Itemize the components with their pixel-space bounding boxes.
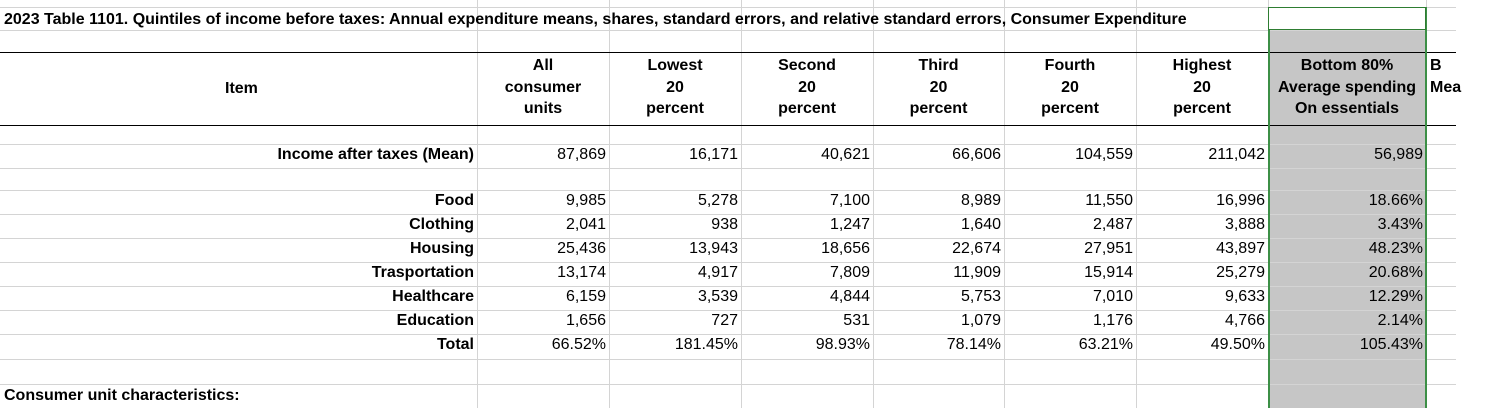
table-cell[interactable]: 49.50% — [1210, 336, 1265, 353]
row-label[interactable]: Total — [436, 336, 474, 353]
table-cell[interactable]: 4,917 — [697, 264, 738, 281]
table-cell[interactable]: 13,943 — [689, 240, 738, 257]
selected-cell[interactable] — [1268, 7, 1426, 30]
table-cell[interactable]: 98.93% — [815, 336, 870, 353]
row-label[interactable]: Clothing — [409, 216, 474, 233]
column-header-line: percent — [1041, 100, 1099, 117]
row-label[interactable]: Income after taxes (Mean) — [277, 146, 474, 163]
header-top-border — [0, 52, 1456, 53]
table-cell[interactable]: 938 — [711, 216, 738, 233]
table-cell[interactable]: 6,159 — [565, 288, 606, 305]
table-cell[interactable]: 211,042 — [1208, 146, 1265, 163]
table-cell[interactable]: 87,869 — [557, 146, 606, 163]
column-header-line: percent — [1173, 100, 1231, 117]
table-cell[interactable]: 25,279 — [1216, 264, 1265, 281]
table-cell[interactable]: 1,656 — [565, 312, 606, 329]
table-cell[interactable]: 1,079 — [960, 312, 1001, 329]
column-header-line: percent — [909, 100, 968, 117]
table-cell[interactable]: 48.23% — [1368, 240, 1423, 257]
row-divider — [0, 30, 1456, 31]
column-header-line: 20 — [798, 78, 816, 96]
column-header-line: On essentials — [1294, 100, 1400, 117]
table-cell[interactable]: 66.52% — [551, 336, 606, 353]
table-cell[interactable]: 22,674 — [952, 240, 1001, 257]
column-header-line: B — [1430, 57, 1442, 74]
column-header[interactable] — [1268, 55, 1426, 120]
row-divider — [0, 238, 1456, 239]
table-cell[interactable]: 40,621 — [821, 146, 870, 163]
column-header-line: consumer — [504, 78, 582, 96]
column-header[interactable] — [477, 55, 609, 120]
row-divider — [0, 359, 1456, 360]
table-cell[interactable]: 8,989 — [960, 192, 1001, 209]
table-cell[interactable]: 56,989 — [1374, 146, 1423, 163]
column-header-line: Bottom 80% — [1300, 57, 1394, 74]
table-cell[interactable]: 1,176 — [1092, 312, 1133, 329]
table-cell[interactable]: 25,436 — [557, 240, 606, 257]
table-cell[interactable]: 105.43% — [1359, 336, 1423, 353]
table-cell[interactable]: 531 — [843, 312, 870, 329]
table-cell[interactable]: 7,100 — [829, 192, 870, 209]
item-column-header[interactable]: Item — [225, 80, 258, 97]
row-divider — [0, 144, 1456, 145]
table-cell[interactable]: 78.14% — [946, 336, 1001, 353]
table-cell[interactable]: 4,766 — [1224, 312, 1265, 329]
row-divider — [0, 190, 1456, 191]
row-label[interactable]: Education — [396, 312, 474, 329]
table-cell[interactable]: 2.14% — [1377, 312, 1423, 329]
table-cell[interactable]: 7,010 — [1092, 288, 1133, 305]
table-cell[interactable]: 15,914 — [1084, 264, 1133, 281]
table-cell[interactable]: 9,633 — [1224, 288, 1265, 305]
column-header-line: units — [523, 100, 563, 117]
column-header-line: percent — [778, 100, 836, 117]
column-header-line: 20 — [1193, 78, 1211, 96]
column-header-line: percent — [646, 100, 704, 117]
table-cell[interactable]: 3,539 — [697, 288, 738, 305]
table-cell[interactable]: 9,985 — [565, 192, 606, 209]
table-cell[interactable]: 1,640 — [960, 216, 1001, 233]
row-divider — [0, 214, 1456, 215]
column-header-line: All — [532, 57, 554, 74]
table-cell[interactable]: 11,550 — [1085, 192, 1133, 209]
row-divider — [0, 7, 1456, 8]
column-header-line: Average spending — [1277, 78, 1417, 96]
table-cell[interactable]: 4,844 — [829, 288, 870, 305]
row-divider — [0, 262, 1456, 263]
column-header-line: Third — [918, 57, 959, 74]
column-header-line: Highest — [1172, 57, 1232, 74]
table-cell[interactable]: 104,559 — [1075, 146, 1133, 163]
row-divider — [0, 286, 1456, 287]
column-header-line: Fourth — [1044, 57, 1096, 74]
table-cell[interactable]: 181.45% — [674, 336, 738, 353]
table-cell[interactable]: 3,888 — [1224, 216, 1265, 233]
table-cell[interactable]: 2,041 — [565, 216, 606, 233]
column-header[interactable] — [1430, 55, 1494, 120]
row-divider — [0, 384, 1456, 385]
table-cell[interactable]: 11,909 — [953, 264, 1001, 281]
table-title[interactable]: 2023 Table 1101. Quintiles of income before taxes: Annual expenditure means, shares, standard errors, and relative standard errors, Consumer Expenditure — [4, 11, 1187, 28]
row-divider — [0, 168, 1456, 169]
table-cell[interactable]: 18.66% — [1368, 192, 1423, 209]
table-cell[interactable]: 13,174 — [557, 264, 606, 281]
table-cell[interactable]: 16,996 — [1216, 192, 1265, 209]
table-cell[interactable]: 727 — [711, 312, 738, 329]
column-header-line: Second — [778, 57, 836, 74]
row-divider — [0, 310, 1456, 311]
table-cell[interactable]: 27,951 — [1084, 240, 1133, 257]
header-bottom-border — [0, 125, 1456, 126]
row-label[interactable]: Trasportation — [371, 264, 474, 281]
column-header[interactable] — [1004, 55, 1136, 120]
column-header[interactable] — [1136, 55, 1268, 120]
table-cell[interactable]: 1,247 — [829, 216, 870, 233]
consumer-unit-characteristics-label[interactable]: Consumer unit characteristics: — [4, 387, 240, 404]
row-divider — [0, 334, 1456, 335]
column-header[interactable] — [873, 55, 1004, 120]
column-header-line: 20 — [1061, 78, 1079, 96]
column-header[interactable] — [609, 55, 741, 120]
row-label[interactable]: Healthcare — [392, 288, 474, 305]
table-cell[interactable]: 20.68% — [1368, 264, 1423, 281]
table-cell[interactable]: 5,278 — [697, 192, 738, 209]
table-cell[interactable]: 18,656 — [821, 240, 870, 257]
column-header-line — [1430, 98, 1494, 120]
table-cell[interactable]: 63.21% — [1078, 336, 1133, 353]
column-header-line: Lowest — [647, 57, 703, 74]
column-header-line: 20 — [929, 78, 948, 96]
table-cell[interactable]: 5,753 — [960, 288, 1001, 305]
table-cell[interactable]: 3.43% — [1377, 216, 1423, 233]
column-header[interactable] — [741, 55, 873, 120]
table-cell[interactable]: 66,606 — [952, 146, 1001, 163]
table-cell[interactable]: 2,487 — [1092, 216, 1133, 233]
table-cell[interactable]: 12.29% — [1368, 288, 1423, 305]
row-label[interactable]: Food — [434, 192, 474, 209]
table-cell[interactable]: 43,897 — [1216, 240, 1265, 257]
row-label[interactable]: Housing — [410, 240, 474, 257]
column-header-line: Mea — [1430, 78, 1462, 96]
table-cell[interactable]: 7,809 — [829, 264, 870, 281]
table-cell[interactable]: 16,171 — [689, 146, 738, 163]
column-header-line: 20 — [666, 78, 684, 96]
